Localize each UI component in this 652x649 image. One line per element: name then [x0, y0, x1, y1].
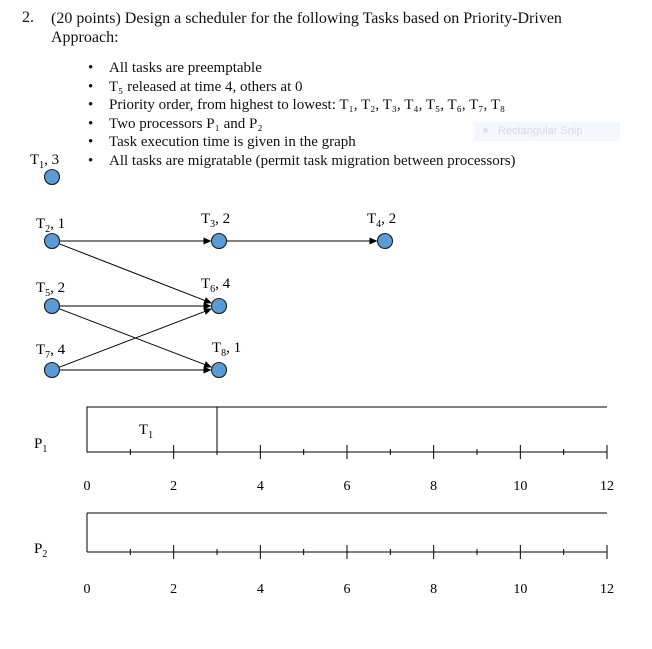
gantt-p1 — [34, 407, 614, 494]
bullet-text: T₅ released at time 4, others at 0 — [109, 78, 303, 95]
node-label-t5: $T_5$, 2 — [36, 280, 66, 299]
node-t1 — [45, 170, 60, 185]
bullet-icon: • — [88, 60, 94, 76]
tick-label: 6 — [343, 479, 351, 494]
node-label-t2: $T_2$, 1 — [36, 216, 66, 235]
tick-label: 2 — [170, 479, 178, 494]
node-label-t8: $T_8$, 1 — [212, 340, 242, 359]
schedule-block-label: $T_1$ — [138, 422, 154, 441]
bullet-icon: • — [88, 97, 94, 113]
tick-label: 2 — [170, 582, 178, 597]
task-nodes — [30, 152, 396, 378]
processor-label: $P_1$ — [34, 436, 48, 455]
node-t8 — [212, 363, 227, 378]
tick-label: 12 — [600, 582, 614, 597]
snip-label: Rectangular Snip — [498, 125, 583, 137]
node-t3 — [212, 234, 227, 249]
tick-label: 8 — [430, 582, 438, 597]
tick-label: 4 — [256, 582, 264, 597]
tick-label: 4 — [256, 479, 264, 494]
tick-label: 6 — [343, 582, 351, 597]
gantt-charts — [34, 407, 614, 597]
node-t7 — [45, 363, 60, 378]
bullet-text: Task execution time is given in the graph — [109, 134, 356, 150]
tick-label: 0 — [83, 479, 91, 494]
bullet-text: All tasks are preemptable — [109, 60, 262, 76]
question-number: 2. — [22, 9, 34, 26]
edge-t2-t6 — [59, 244, 211, 303]
node-t6 — [212, 299, 227, 314]
bullet-icon: • — [88, 152, 94, 169]
question-text: (20 points) Design a scheduler for the following Tasks based on Priority-Driven Approach: — [51, 10, 562, 46]
node-t5 — [45, 299, 60, 314]
node-label-t1: $T_1$, 3 — [30, 152, 60, 171]
gantt-p2 — [34, 513, 614, 597]
bullet-text: Two processors P₁ and P₂ — [109, 115, 263, 132]
node-label-t3: $T_3$, 2 — [201, 211, 231, 230]
bullet-text: All tasks are migratable (permit task migration between processors) — [109, 152, 516, 169]
node-label-t7: $T_7$, 4 — [36, 342, 66, 361]
tick-label: 10 — [513, 479, 528, 494]
node-t4 — [378, 234, 393, 249]
tick-label: 8 — [430, 479, 438, 494]
node-t2 — [45, 234, 60, 249]
processor-label: $P_2$ — [34, 541, 48, 560]
tick-label: 10 — [513, 582, 528, 597]
bullet-text: Priority order, from highest to lowest: T₁, T₂, T₃, T₄, T₅, T₆, T₇, T₈ — [109, 97, 506, 113]
bullet-icon: • — [88, 134, 94, 150]
tick-label: 0 — [83, 582, 91, 597]
tick-label: 12 — [600, 479, 614, 494]
node-label-t4: $T_4$, 2 — [367, 211, 397, 230]
node-label-t6: $T_6$, 4 — [201, 276, 231, 295]
bullet-icon: • — [88, 78, 94, 95]
bullet-icon: • — [88, 115, 94, 132]
